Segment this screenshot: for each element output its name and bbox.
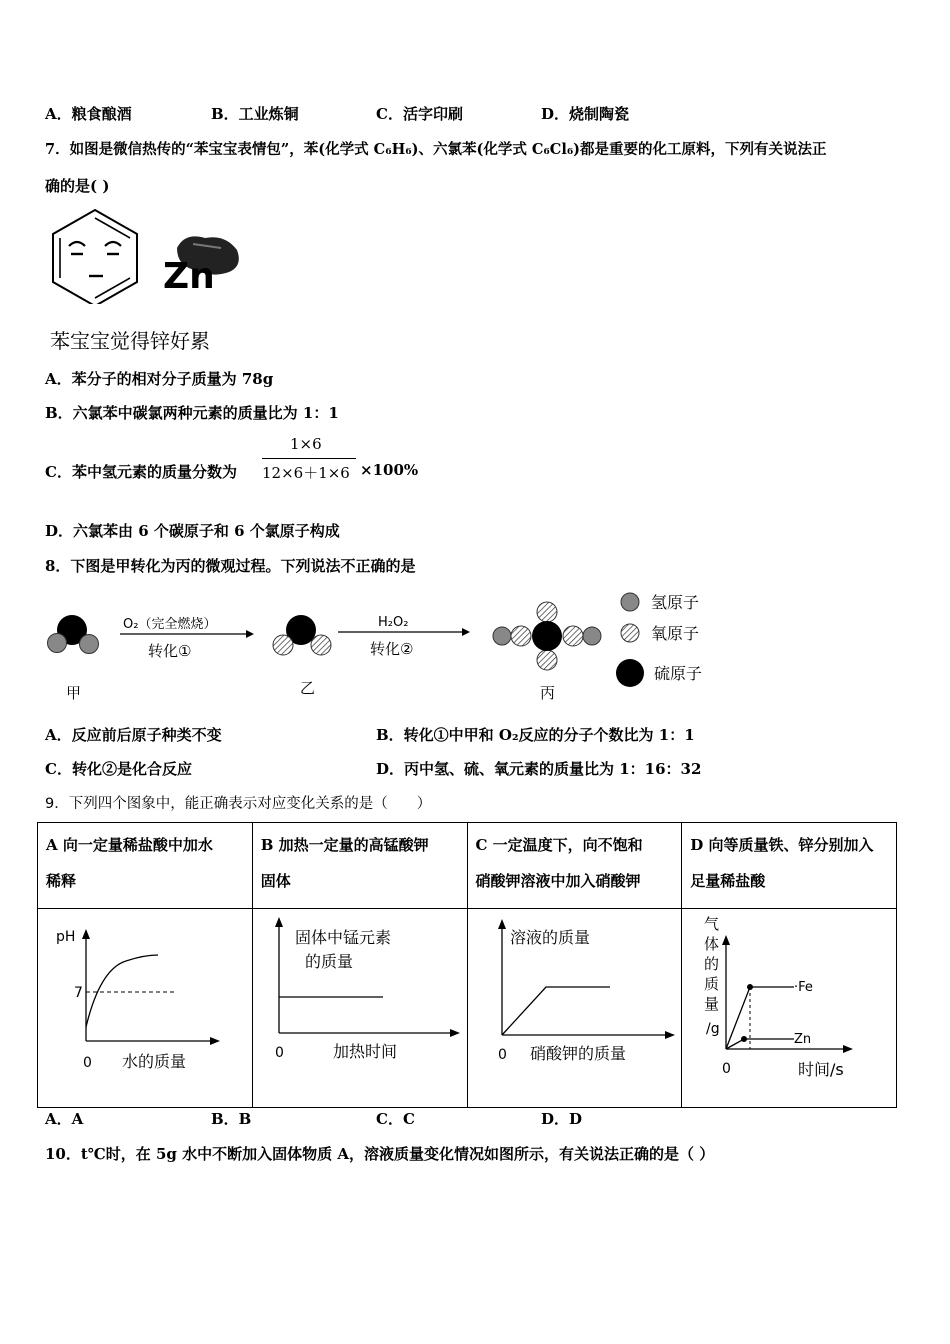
graph-b-origin: 0 — [274, 1045, 284, 1061]
q9-graph-table — [37, 822, 897, 1108]
label-jia: 甲 — [66, 684, 82, 702]
graph-d-y-label-5: 量 — [704, 995, 720, 1013]
fraction-denominator: 12×6＋1×6 — [262, 464, 350, 482]
graph-d-y-label-6: /g — [706, 1021, 720, 1037]
graph-c-x-arrow — [665, 1031, 675, 1039]
graph-b-y-label-line2: 的质量 — [304, 952, 353, 971]
q7-stem-line1: 7．如图是微信热传的“苯宝宝表情包”，苯(化学式 C₆H₆)、六氯苯(化学式 C₆Cl₆)都是重要的化工原料，下列有关说法正 — [45, 141, 827, 158]
graph-b-x-label: 加热时间 — [332, 1042, 397, 1061]
q6-option-b: B．工业炼铜 — [211, 105, 299, 123]
q7-option-c-prefix: C．苯中氢元素的质量分数为 — [45, 463, 237, 481]
graph-a-y-arrow — [82, 929, 90, 939]
graph-d-y-label-2: 体 — [704, 935, 720, 953]
graph-d-y-label-4: 质 — [704, 975, 720, 993]
q9-graph-a-cell — [38, 909, 253, 1108]
graph-d-fe-label: ·Fe — [794, 980, 814, 995]
q10-stem: 10．t℃时，在 5g 水中不断加入固体物质 A，溶液质量变化情况如图所示，有关说法正确的是（ ） — [45, 1145, 715, 1163]
graph-c-line — [502, 987, 610, 1035]
graph-c-y-label: 溶液的质量 — [509, 928, 590, 947]
graph-d — [682, 909, 896, 1103]
legend-hydrogen-icon — [621, 593, 639, 611]
q7-stem-line2: 确的是( ) — [45, 177, 110, 195]
q8-option-b: B．转化①中甲和 O₂反应的分子个数比为 1：1 — [376, 726, 695, 744]
q9-option-b: B．B — [211, 1110, 252, 1128]
graph-a-x-arrow — [210, 1037, 220, 1045]
graph-d-y-label-1: 气 — [704, 915, 720, 933]
q8-option-c: C．转化②是化合反应 — [45, 760, 192, 778]
graph-b-x-arrow — [450, 1029, 460, 1037]
graph-d-x-label: 时间/s — [798, 1060, 844, 1079]
legend-sulfur-icon — [616, 659, 644, 687]
molecule-bing — [493, 602, 601, 670]
label-bing: 丙 — [540, 684, 556, 702]
arrow2-condition: H₂O₂ — [378, 615, 409, 630]
benzene-meme-image — [45, 208, 245, 304]
q9-option-a: A．A — [45, 1110, 84, 1128]
q8-option-a: A．反应前后原子种类不变 — [45, 726, 222, 744]
arrow2-head — [462, 628, 470, 636]
arrow1-head — [246, 630, 254, 638]
q7-option-d: D．六氯苯由 6 个碳原子和 6 个氯原子构成 — [45, 522, 340, 540]
q9-graph-b-cell — [252, 909, 467, 1108]
benzene-inner-bond — [60, 218, 130, 298]
graph-c — [468, 909, 682, 1103]
molecule-yi — [273, 615, 331, 655]
graph-d-zn-label: Zn — [794, 1032, 812, 1047]
legend-oxygen-icon — [621, 624, 639, 642]
meme-right-eyebrow — [105, 242, 121, 246]
q9-option-d: D．D — [541, 1110, 583, 1128]
graph-a-y-label: pH — [56, 929, 76, 945]
arrow1-condition: O₂（完全燃烧） — [123, 617, 217, 632]
q9-header-a: A 向一定量稀盐酸中加水 稀释 — [38, 823, 253, 909]
benzene-ring — [53, 210, 137, 304]
graph-b-y-arrow — [275, 917, 283, 927]
legend-oxygen: 氧原子 — [651, 624, 700, 643]
q9-graph-d-cell — [682, 909, 897, 1108]
graph-d-y-label-3: 的 — [704, 955, 720, 973]
legend-hydrogen: 氢原子 — [651, 593, 700, 612]
arrow2-label: 转化② — [370, 640, 414, 658]
q6-option-c: C．活字印刷 — [376, 105, 463, 123]
graph-d-origin: 0 — [722, 1061, 732, 1077]
q9-stem: 9．下列四个图象中，能正确表示对应变化关系的是（ ） — [45, 796, 432, 812]
graph-a-origin: 0 — [83, 1055, 92, 1071]
label-yi: 乙 — [300, 679, 316, 697]
graph-c-origin: 0 — [497, 1047, 507, 1063]
legend-sulfur: 硫原子 — [654, 664, 703, 683]
fraction-numerator: 1×6 — [290, 435, 322, 453]
meme-zn-text: Zn — [163, 256, 215, 297]
meme-caption: 苯宝宝觉得锌好累 — [50, 329, 210, 353]
q7-option-a: A．苯分子的相对分子质量为 78g — [45, 370, 274, 388]
q8-reaction-diagram — [40, 590, 720, 710]
graph-d-fe-line — [726, 987, 794, 1049]
q8-stem: 8．下图是甲转化为丙的微观过程。下列说法不正确的是 — [45, 557, 416, 575]
graph-a-curve — [86, 955, 158, 1027]
q6-option-a: A．粮食酿酒 — [45, 105, 132, 123]
molecule-jia — [48, 615, 99, 654]
graph-a-x-label: 水的质量 — [122, 1052, 187, 1071]
graph-d-y-arrow — [722, 935, 730, 945]
graph-c-x-label: 硝酸钾的质量 — [529, 1044, 626, 1063]
q9-graph-c-cell — [467, 909, 682, 1108]
graph-a-ref-label: 7 — [74, 985, 83, 1001]
q9-option-c: C．C — [376, 1110, 415, 1128]
graph-a — [38, 909, 250, 1103]
q9-header-d: D 向等质量铁、锌分别加入 足量稀盐酸 — [682, 823, 897, 909]
graph-b-y-label-line1: 固体中锰元素 — [294, 928, 391, 947]
q8-option-d: D．丙中氢、硫、氧元素的质量比为 1：16：32 — [376, 760, 702, 778]
q7-option-b: B．六氯苯中碳氯两种元素的质量比为 1：1 — [45, 404, 339, 422]
graph-d-x-arrow — [843, 1045, 853, 1053]
graph-d-fe-point — [747, 984, 753, 990]
fraction-bar — [262, 458, 356, 459]
q6-option-d: D．烧制陶瓷 — [541, 105, 630, 123]
graph-b — [253, 909, 467, 1103]
arrow1-label: 转化① — [148, 642, 192, 660]
graph-c-y-arrow — [498, 919, 506, 929]
q9-header-c: C 一定温度下，向不饱和 硝酸钾溶液中加入硝酸钾 — [467, 823, 682, 909]
graph-d-zn-line — [726, 1039, 794, 1049]
meme-left-eyebrow — [69, 242, 85, 246]
graph-d-zn-point — [741, 1036, 747, 1042]
q7-option-c-suffix: ×100% — [360, 461, 419, 479]
q9-header-b: B 加热一定量的高锰酸钾 固体 — [252, 823, 467, 909]
